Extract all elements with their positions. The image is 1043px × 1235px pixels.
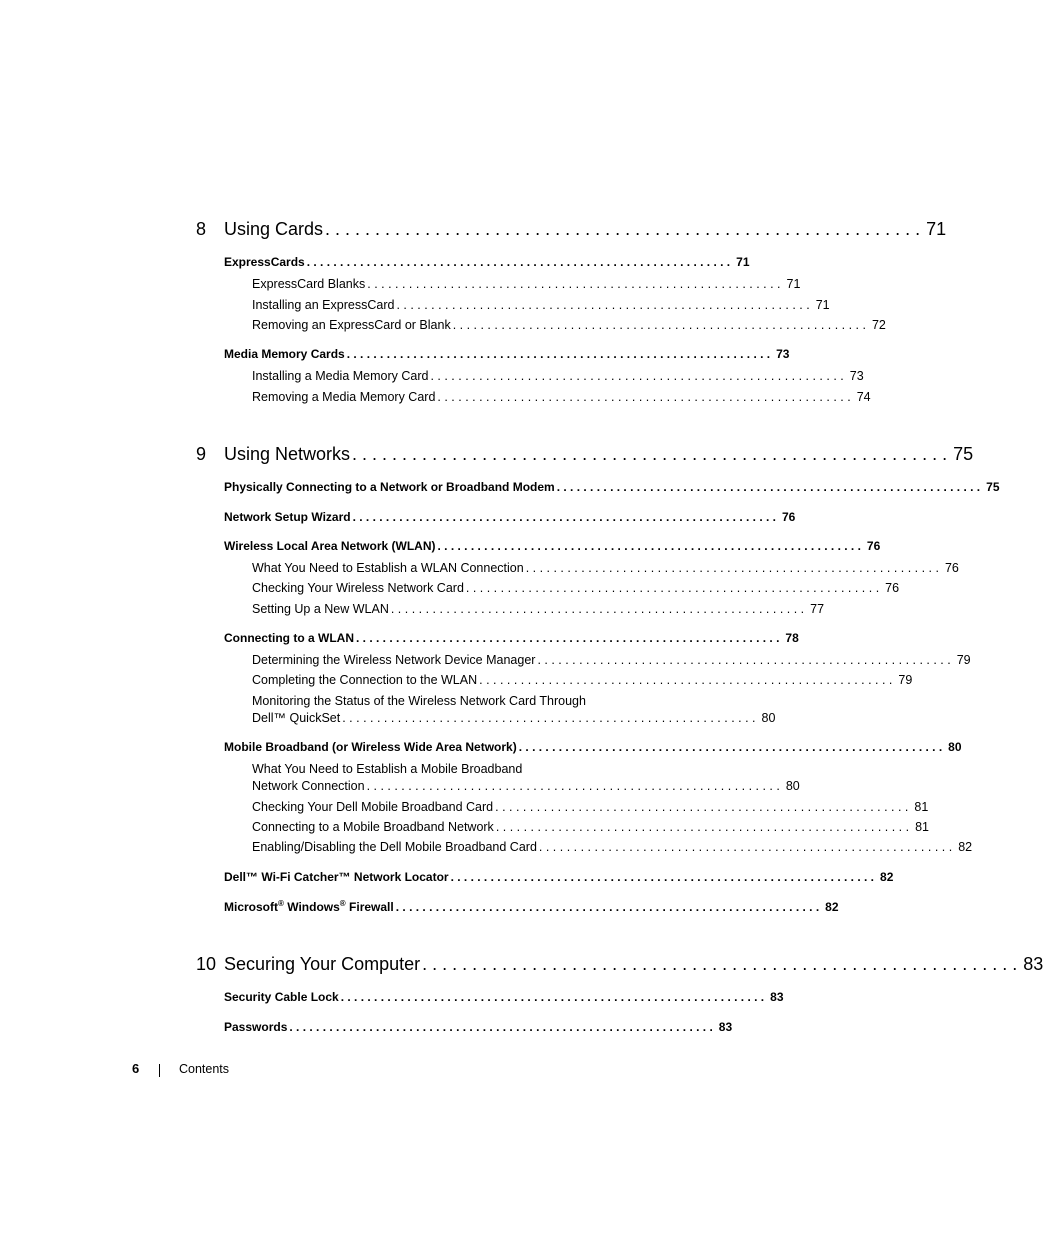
subsection-title: What You Need to Establish a WLAN Connection xyxy=(252,561,524,575)
subsection-title-line2: Network Connection xyxy=(252,779,365,793)
subsection-title: Removing a Media Memory Card xyxy=(252,390,436,404)
subsection-page-number: 81 xyxy=(914,800,929,814)
subsection-title: Completing the Connection to the WLAN xyxy=(252,673,478,687)
subsection-page-number: 77 xyxy=(810,602,825,616)
subsection-page-number: 76 xyxy=(885,581,900,595)
section-page-number: 82 xyxy=(825,900,839,914)
section-page-number: 76 xyxy=(782,510,796,524)
section-title: Network Setup Wizard xyxy=(224,510,351,524)
chapter-number: 10 xyxy=(196,954,217,974)
toc-subsection[interactable] xyxy=(252,390,871,404)
section-page-number: 82 xyxy=(880,870,894,884)
dot-leader: . . . . . . . . . . . . . . . . . . . . . . . . . . . . . . . . . . . . . . . . . . . . . . . . . . . . . . . . . . . . . . . . xyxy=(437,539,861,553)
toc-section[interactable] xyxy=(224,870,894,884)
dot-leader: . . . . . . . . . . . . . . . . . . . . . . . . . . . . . . . . . . . . . . . . . . . . . . . . . . . . . . . . . . . . . . . . xyxy=(340,990,765,1004)
subsection-page-number: 71 xyxy=(815,298,830,312)
registered-mark: ® xyxy=(278,899,284,908)
subsection-title-line2: Dell™ QuickSet xyxy=(252,711,341,725)
subsection-title: Checking Your Dell Mobile Broadband Card xyxy=(252,800,494,814)
section-title: Wireless Local Area Network (WLAN) xyxy=(224,539,436,553)
toc-subsection[interactable] xyxy=(252,653,971,667)
chapter-page-number: 83 xyxy=(1023,954,1043,974)
section-page-number: 78 xyxy=(785,631,799,645)
section-page-number: 80 xyxy=(948,740,962,754)
section-title: Dell™ Wi-Fi Catcher™ Network Locator xyxy=(224,870,449,884)
toc-subsection[interactable] xyxy=(252,673,913,687)
toc-subsection[interactable] xyxy=(252,602,825,616)
dot-leader: . . . . . . . . . . . . . . . . . . . . . . . . . . . . . . . . . . . . . . . . . . . . . . . . . . . . . . . . . . . . xyxy=(342,711,756,725)
dot-leader: . . . . . . . . . . . . . . . . . . . . . . . . . . . . . . . . . . . . . . . . . . . . . . . . . . . . . . . . . . . . . . . . xyxy=(306,255,731,269)
toc-section[interactable] xyxy=(224,631,799,645)
subsection-title: Setting Up a New WLAN xyxy=(252,602,389,616)
dot-leader: . . . . . . . . . . . . . . . . . . . . . . . . . . . . . . . . . . . . . . . . . . . . . . . . . . . . . . . . . . . . xyxy=(390,602,805,616)
dot-leader: . . . . . . . . . . . . . . . . . . . . . . . . . . . . . . . . . . . . . . . . . . . . . . . . . . . . . . . . . . . . xyxy=(537,653,951,667)
toc-subsection[interactable] xyxy=(252,800,929,814)
toc-section[interactable] xyxy=(224,480,1000,494)
title-part: Firewall xyxy=(345,900,394,914)
dot-leader: . . . . . . . . . . . . . . . . . . . . . . . . . . . . . . . . . . . . . . . . . . . . . . . . . . . . . . . . . . . . xyxy=(495,800,909,814)
dot-leader: . . . . . . . . . . . . . . . . . . . . . . . . . . . . . . . . . . . . . . . . . . . . . . . . . . . . . . . . . . . . xyxy=(367,277,781,291)
toc-subsection[interactable] xyxy=(252,369,864,383)
subsection-title: ExpressCard Blanks xyxy=(252,277,366,291)
subsection-page-number: 72 xyxy=(871,318,886,332)
chapter-number: 9 xyxy=(196,444,207,464)
footer-divider xyxy=(159,1064,160,1077)
subsection-page-number: 71 xyxy=(786,277,801,291)
toc-subsection[interactable] xyxy=(252,840,973,854)
dot-leader: . . . . . . . . . . . . . . . . . . . . . . . . . . . . . . . . . . . . . . . . . . . . . . . . . . . . . . . . . . . . xyxy=(396,298,810,312)
subsection-page-number: 82 xyxy=(958,840,973,854)
subsection-title: Installing an ExpressCard xyxy=(252,298,395,312)
section-title: Mobile Broadband (or Wireless Wide Area Network) xyxy=(224,740,517,754)
toc-subsection[interactable] xyxy=(252,820,929,834)
chapter-page-number: 71 xyxy=(926,219,947,239)
subsection-page-number: 79 xyxy=(956,653,971,667)
section-title: ExpressCards xyxy=(224,255,305,269)
section-page-number: 83 xyxy=(718,1020,733,1034)
dot-leader: . . . . . . . . . . . . . . . . . . . . . . . . . . . . . . . . . . . . . . . . . . . . . . . . . . . . . . . . . . . . . . . . xyxy=(395,900,820,914)
subsection-page-number: 80 xyxy=(761,711,776,725)
dot-leader: . . . . . . . . . . . . . . . . . . . . . . . . . . . . . . . . . . . . . . . . . . . . . . . . . . . . . . . . . . . . xyxy=(525,561,939,575)
dot-leader: . . . . . . . . . . . . . . . . . . . . . . . . . . . . . . . . . . . . . . . . . . . . . . . . . . . . . . . . . . . . xyxy=(465,581,880,595)
dot-leader: . . . . . . . . . . . . . . . . . . . . . . . . . . . . . . . . . . . . . . . . . . . . . . . . . . . . . . . . . . . . . . . . xyxy=(346,347,771,361)
dot-leader: . . . . . . . . . . . . . . . . . . . . . . . . . . . . . . . . . . . . . . . . . . . . . . . . . . . . . . . . . . . . . . . . xyxy=(518,740,943,754)
dot-leader: . . . . . . . . . . . . . . . . . . . . . . . . . . . . . . . . . . . . . . . . . . . . . . . . . . . . . . . . . . . . xyxy=(495,820,910,834)
toc-subsection[interactable] xyxy=(252,561,959,575)
section-title: Passwords xyxy=(224,1020,288,1034)
chapter-title: Using Cards xyxy=(224,219,324,239)
subsection-title-line1: Monitoring the Status of the Wireless Network Card Through xyxy=(252,694,586,708)
subsection-page-number: 81 xyxy=(915,820,929,834)
toc-chapter-10[interactable] xyxy=(196,954,1043,975)
footer-label: Contents xyxy=(179,1062,230,1076)
dot-leader: . . . . . . . . . . . . . . . . . . . . . . . . . . . . . . . . . . . . . . . . . . . . . . . . . . . . . . . . . . . . . . . . xyxy=(355,631,780,645)
toc-subsection[interactable] xyxy=(252,298,830,312)
subsection-page-number: 80 xyxy=(785,779,800,793)
chapter-title: Using Networks xyxy=(224,444,351,464)
toc-section[interactable] xyxy=(224,255,750,269)
chapter-page-number: 75 xyxy=(953,444,974,464)
dot-leader: . . . . . . . . . . . . . . . . . . . . . . . . . . . . . . . . . . . . . . . . . . . . . . . . . . . . . . . . . . . . . . . . xyxy=(352,510,776,524)
subsection-title: Installing a Media Memory Card xyxy=(252,369,429,383)
dot-leader: . . . . . . . . . . . . . . . . . . . . . . . . . . . . . . . . . . . . . . . . . . . . . . . . . . . . . . . . . . . . xyxy=(366,779,780,793)
toc-section[interactable] xyxy=(224,899,839,914)
section-page-number: 71 xyxy=(736,255,750,269)
dot-leader: . . . . . . . . . . . . . . . . . . . . . . . . . . . . . . . . . . . . . . . . . . . . . . . . . . . . . . . . . . . . xyxy=(538,840,953,854)
section-title: Physically Connecting to a Network or Broadband Modem xyxy=(224,480,555,494)
toc-section[interactable] xyxy=(224,990,784,1004)
subsection-title: Checking Your Wireless Network Card xyxy=(252,581,464,595)
subsection-page-number: 74 xyxy=(856,390,871,404)
chapter-number: 8 xyxy=(196,219,207,239)
toc-subsection[interactable] xyxy=(252,779,800,793)
toc-chapter-8[interactable] xyxy=(196,219,947,240)
section-page-number: 83 xyxy=(770,990,784,1004)
toc-section[interactable] xyxy=(224,539,881,553)
section-title: Media Memory Cards xyxy=(224,347,345,361)
toc-subsection[interactable] xyxy=(252,318,886,332)
toc-chapter-9[interactable] xyxy=(196,444,974,465)
dot-leader: . . . . . . . . . . . . . . . . . . . . . . . . . . . . . . . . . . . . . . . . . . . . . . . . . . . . . . . . . . . . . . . . xyxy=(450,870,875,884)
dot-leader: . . . . . . . . . . . . . . . . . . . . . . . . . . . . . . . . . . . . . . . . . . . . . . . . . . . . . . . . . . . . xyxy=(430,369,844,383)
subsection-page-number: 76 xyxy=(944,561,959,575)
section-page-number: 75 xyxy=(986,480,1000,494)
subsection-title: Connecting to a Mobile Broadband Network xyxy=(252,820,494,834)
toc-section[interactable] xyxy=(224,1020,733,1034)
registered-mark: ® xyxy=(339,899,346,908)
section-title: Connecting to a WLAN xyxy=(224,631,354,645)
dot-leader: . . . . . . . . . . . . . . . . . . . . . . . . . . . . . . . . . . . . . . . . . . . . . . . . . . . . . . . . . . . . xyxy=(452,318,866,332)
dot-leader: . . . . . . . . . . . . . . . . . . . . . . . . . . . . . . . . . . . . . . . . . . . . . . . . . . . . . . . . . . . . xyxy=(479,673,893,687)
subsection-title: Enabling/Disabling the Dell Mobile Broadband Card xyxy=(252,840,537,854)
dot-leader: . . . . . . . . . . . . . . . . . . . . . . . . . . . . . . . . . . . . . . . . . . . . . . . . . . . . . . . . . . . . xyxy=(422,954,1018,974)
toc-section[interactable] xyxy=(224,740,962,754)
section-title: Security Cable Lock xyxy=(224,990,339,1004)
dot-leader: . . . . . . . . . . . . . . . . . . . . . . . . . . . . . . . . . . . . . . . . . . . . . . . . . . . . . . . . . . . . xyxy=(352,444,948,464)
subsection-page-number: 73 xyxy=(849,369,864,383)
dot-leader: . . . . . . . . . . . . . . . . . . . . . . . . . . . . . . . . . . . . . . . . . . . . . . . . . . . . . . . . . . . . . . . . xyxy=(556,480,981,494)
subsection-title: Removing an ExpressCard or Blank xyxy=(252,318,451,332)
toc-subsection[interactable] xyxy=(252,711,776,725)
subsection-page-number: 79 xyxy=(898,673,913,687)
section-title xyxy=(224,900,394,914)
dot-leader: . . . . . . . . . . . . . . . . . . . . . . . . . . . . . . . . . . . . . . . . . . . . . . . . . . . . . . . . . . . . . . . . xyxy=(289,1020,713,1034)
toc-section[interactable] xyxy=(224,347,790,361)
page-number: 6 xyxy=(132,1061,140,1076)
section-page-number: 73 xyxy=(776,347,790,361)
section-page-number: 76 xyxy=(866,539,881,553)
chapter-title: Securing Your Computer xyxy=(224,954,421,974)
subsection-title-line1: What You Need to Establish a Mobile Broadband xyxy=(252,762,523,776)
toc-section[interactable] xyxy=(224,510,796,524)
dot-leader: . . . . . . . . . . . . . . . . . . . . . . . . . . . . . . . . . . . . . . . . . . . . . . . . . . . . . . . . . . . . xyxy=(325,219,921,239)
toc-subsection[interactable] xyxy=(252,277,801,291)
dot-leader: . . . . . . . . . . . . . . . . . . . . . . . . . . . . . . . . . . . . . . . . . . . . . . . . . . . . . . . . . . . . xyxy=(437,390,851,404)
title-part: Microsoft xyxy=(224,900,278,914)
title-part: Windows xyxy=(283,900,340,914)
toc-subsection[interactable] xyxy=(252,581,900,595)
subsection-title: Determining the Wireless Network Device Manager xyxy=(252,653,536,667)
